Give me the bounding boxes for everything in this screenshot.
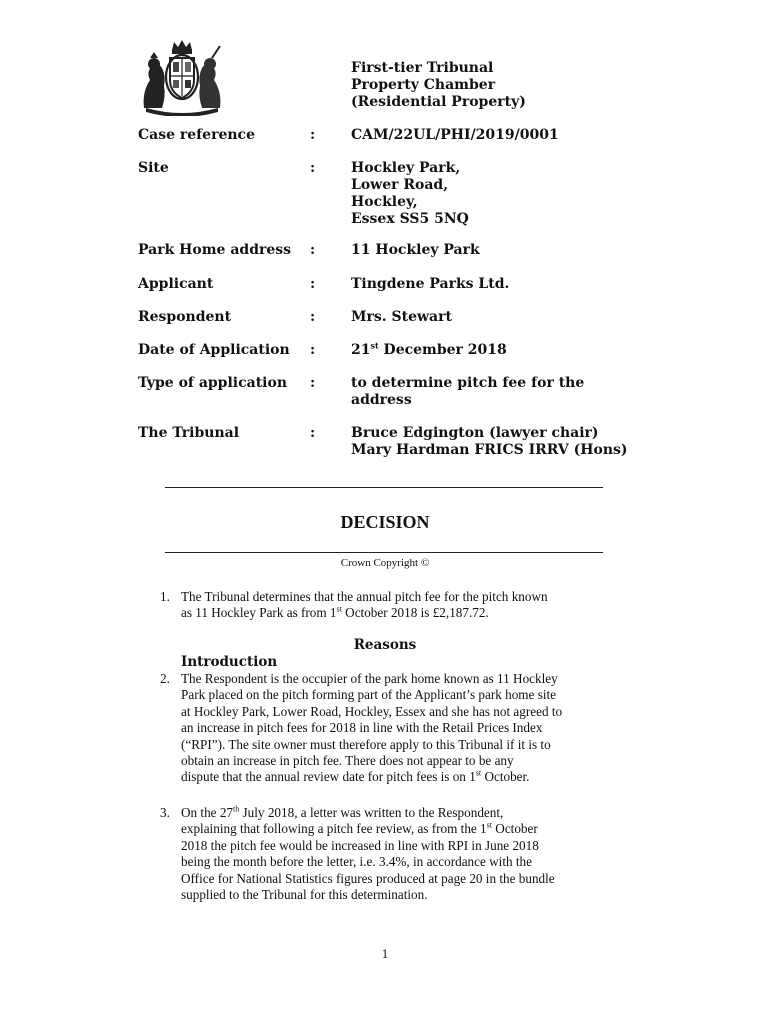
type-line: to determine pitch fee for the xyxy=(351,375,585,391)
respondent-label: Respondent xyxy=(138,309,232,325)
paragraph-line: Office for National Statistics figures produced at page 20 in the bundle xyxy=(181,870,555,886)
site-line: Hockley Park, xyxy=(351,160,461,176)
paragraph-number: 1. xyxy=(160,589,170,604)
site-line: Lower Road, xyxy=(351,177,449,193)
tribunal-member: Bruce Edgington (lawyer chair) xyxy=(351,425,599,441)
site-value xyxy=(351,160,641,228)
ordinal-suffix: st xyxy=(475,769,482,779)
site-line: Hockley, xyxy=(351,194,418,210)
paragraph-number: 2. xyxy=(160,671,170,686)
case-reference-value: CAM/22UL/PHI/2019/0001 xyxy=(351,127,559,143)
paragraph-line: (“RPI”). The site owner must therefore apply to this Tribunal if it is to xyxy=(181,736,551,752)
tribunal-label: The Tribunal xyxy=(138,425,240,441)
court-header xyxy=(351,60,526,111)
text-run: October. xyxy=(481,769,530,785)
ordinal-suffix: th xyxy=(233,804,240,814)
text-run: explaining that following a pitch fee review, as from the 1 xyxy=(181,821,487,837)
paragraph-line: obtain an increase in pitch fee. There does not appear to be any xyxy=(181,753,514,769)
paragraph-text xyxy=(181,671,641,786)
ordinal-suffix: st xyxy=(336,605,342,615)
royal-coat-of-arms-icon xyxy=(136,36,228,116)
site-label: Site xyxy=(138,160,169,176)
applicant-label: Applicant xyxy=(138,276,214,292)
paragraph-line: The Tribunal determines that the annual pitch fee for the pitch known xyxy=(181,589,548,604)
respondent-value: Mrs. Stewart xyxy=(351,309,452,325)
ordinal-suffix: st xyxy=(486,821,492,831)
paragraph-line: The Respondent is the occupier of the park home known as 11 Hockley xyxy=(181,671,558,686)
separator: : xyxy=(310,375,316,391)
date-day: 21 xyxy=(351,342,371,358)
separator: : xyxy=(310,127,316,143)
paragraph-line: being the month before the letter, i.e. 3.4%, in accordance with the xyxy=(181,854,533,870)
paragraph-line: 2018 the pitch fee would be increased in line with RPI in June 2018 xyxy=(181,837,539,853)
tribunal-member: Mary Hardman FRICS IRRV (Hons) xyxy=(351,442,628,458)
separator: : xyxy=(310,276,316,292)
date-rest: December 2018 xyxy=(378,342,507,358)
separator: : xyxy=(310,342,316,358)
paragraph-line xyxy=(181,605,641,621)
separator: : xyxy=(310,309,316,325)
paragraph-line: supplied to the Tribunal for this determination. xyxy=(181,887,428,903)
park-home-address-value: 11 Hockley Park xyxy=(351,242,480,258)
site-line: Essex SS5 5NQ xyxy=(351,211,469,227)
date-suffix: st xyxy=(370,340,379,351)
type-of-application-value xyxy=(351,375,641,409)
text-run: July 2018, a letter was written to the Respondent, xyxy=(239,805,504,820)
divider xyxy=(165,487,603,488)
separator: : xyxy=(310,160,316,176)
applicant-value: Tingdene Parks Ltd. xyxy=(351,276,510,292)
paragraph-line xyxy=(181,769,641,785)
crown-copyright: Crown Copyright © xyxy=(340,557,430,569)
type-of-application-label: Type of application xyxy=(138,375,288,391)
paragraph-text xyxy=(181,805,641,903)
divider xyxy=(165,552,603,553)
case-reference-label: Case reference xyxy=(138,127,255,143)
reasons-heading: Reasons xyxy=(353,637,417,653)
park-home-address-label: Park Home address xyxy=(138,242,292,258)
paragraph-line: an increase in pitch fees for 2018 in line with the Retail Prices Index xyxy=(181,720,543,736)
text-run: October xyxy=(492,821,538,837)
date-of-application-value xyxy=(351,342,641,359)
paragraph-line: at Hockley Park, Lower Road, Hockley, Essex and she has not agreed to xyxy=(181,703,563,719)
separator: : xyxy=(310,242,316,258)
paragraph-text xyxy=(181,589,641,622)
paragraph-number: 3. xyxy=(160,805,170,820)
text-run: as 11 Hockley Park as from 1 xyxy=(181,605,337,621)
text-run: On the 27 xyxy=(181,805,234,820)
separator: : xyxy=(310,425,316,441)
tribunal-value xyxy=(351,425,641,459)
introduction-heading: Introduction xyxy=(181,654,278,670)
court-name-line3: (Residential Property) xyxy=(351,94,526,110)
paragraph-line: Park placed on the pitch forming part of the Applicant’s park home site xyxy=(181,687,557,703)
date-of-application-label: Date of Application xyxy=(138,342,290,358)
paragraph-line xyxy=(181,805,641,821)
decision-heading: DECISION xyxy=(340,512,430,532)
paragraph-line xyxy=(181,821,641,837)
court-name-line1: First-tier Tribunal xyxy=(351,60,494,76)
type-line: address xyxy=(351,392,412,408)
text-run: October 2018 is £2,187.72. xyxy=(341,605,489,621)
page-number: 1 xyxy=(381,946,389,961)
text-run: dispute that the annual review date for pitch fees is on 1 xyxy=(181,769,476,785)
court-name-line2: Property Chamber xyxy=(351,77,496,93)
